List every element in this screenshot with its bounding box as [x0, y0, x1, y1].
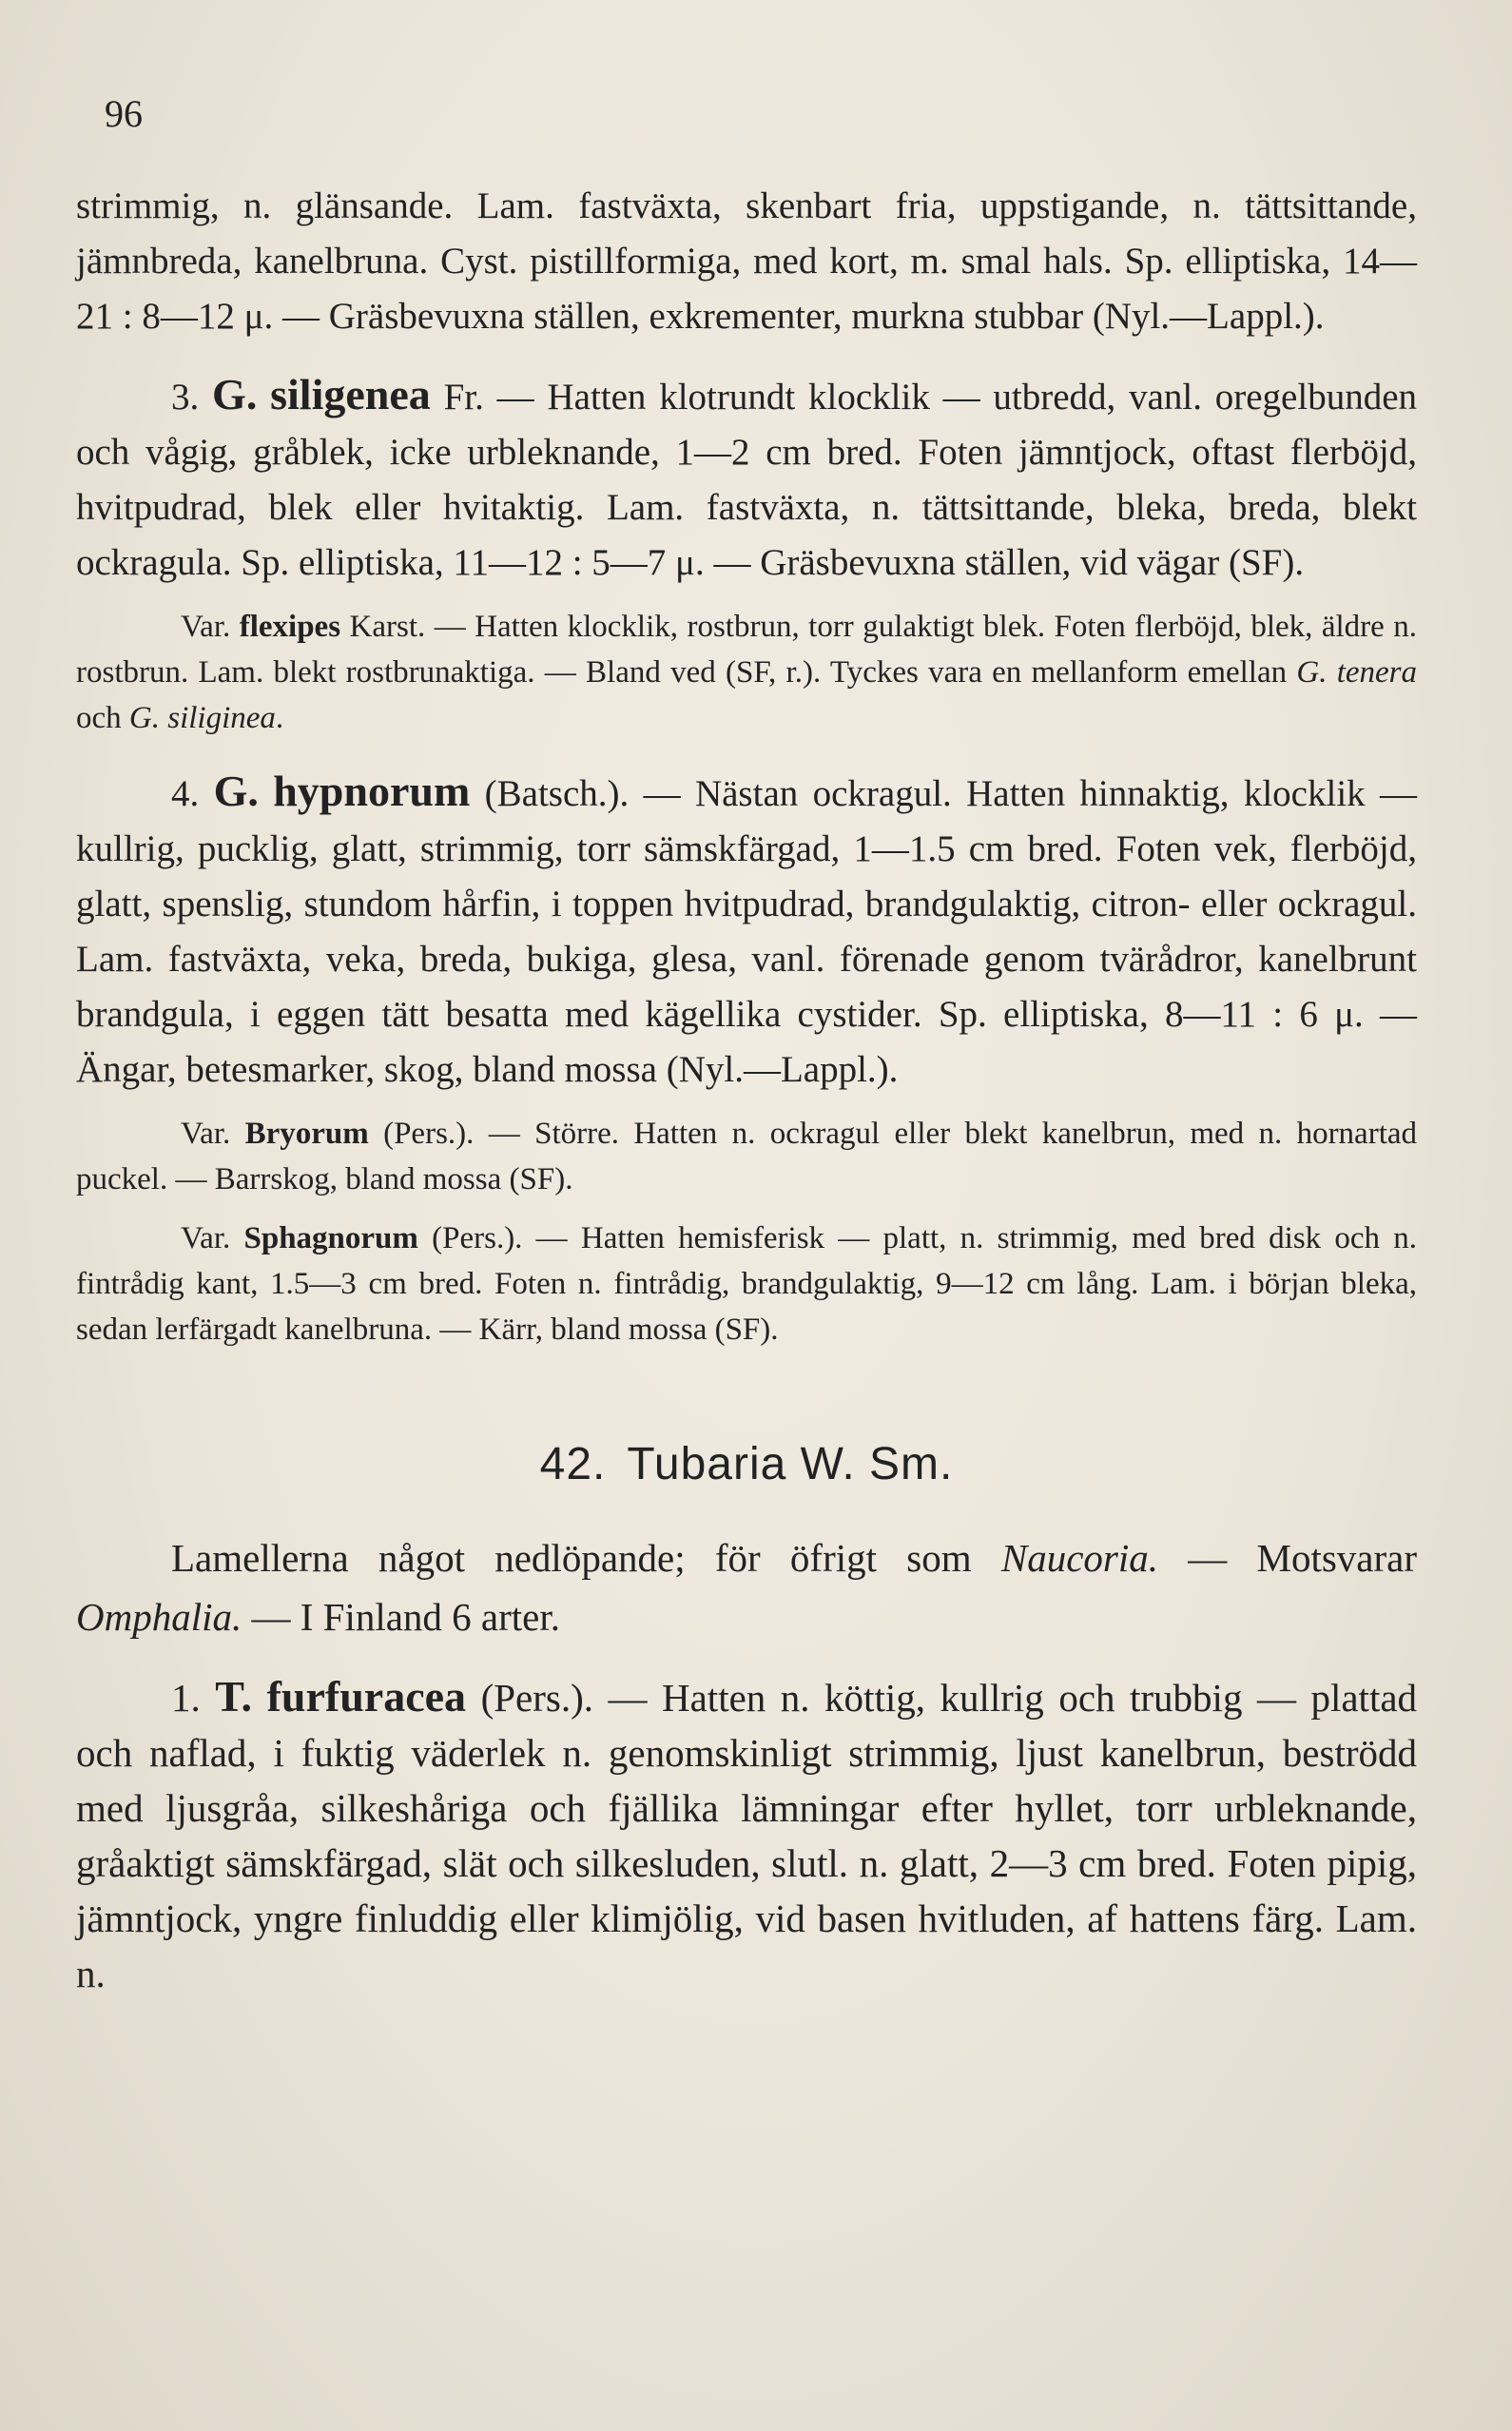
- variety-name: flexipes: [239, 610, 341, 644]
- intro-paragraph: [76, 179, 1417, 344]
- species-reference-siliginea: G. siliginea: [128, 701, 276, 735]
- genus-reference-naucoria: Naucoria.: [1000, 1536, 1158, 1580]
- genus-intro-paragraph: [76, 1528, 1417, 1646]
- species-name: siligenea: [270, 370, 431, 418]
- variety-bryorum: [76, 1111, 1417, 1202]
- species-entry-t1: [76, 1669, 1417, 2001]
- species-name: hypnorum: [273, 767, 471, 815]
- variety-flexipes: [76, 604, 1417, 741]
- variety-description: — Hatten hemisferisk — platt, n. strimmig, med bred disk och n. fintrådig kant, 1.5—3 cm bred. Foten n. fintrådig, brandgulaktig, 9—12 cm lång. Lam. i början bleka, sedan lerfärgadt kanelbruna. — Kärr, bland mossa (SF).: [76, 1221, 1418, 1347]
- genus-intro-mid: — Motsvarar: [1188, 1536, 1417, 1580]
- variety-author: (Pers.).: [432, 1221, 523, 1255]
- variety-prefix: Var.: [181, 1117, 231, 1151]
- species-reference-tenera: G. tenera: [1296, 655, 1418, 690]
- variety-prefix: Var.: [181, 1221, 231, 1255]
- variety-name: Sphagnorum: [243, 1221, 418, 1255]
- variety-sphagnorum: [76, 1216, 1417, 1352]
- entry-number: 3.: [171, 377, 200, 418]
- genus-abbrev: G.: [212, 370, 258, 418]
- species-description: — Hatten klotrundt klocklik — utbredd, vanl. oregelbunden och vågig, gråblek, icke urbleknande, 1—2 cm bred. Foten jämntjock, oftast flerböjd, hvitpudrad, blek eller hvitaktig. Lam. fastväxta, n. tättsittande, bleka, breda, blekt ockragula. Sp. elliptiska, 11—12 : 5—7 μ. — Gräsbevuxna ställen, vid vägar (SF).: [76, 377, 1418, 583]
- variety-author: (Pers.).: [383, 1117, 475, 1151]
- genus-abbrev: T.: [215, 1672, 253, 1721]
- variety-description: — Hatten klocklik, rostbrun, torr gulaktigt blek. Foten flerböjd, blek, äldre n. rostbrun. Lam. blekt rostbrunaktiga. — Bland ved (SF, r.). Tyckes vara en mellanform emellan: [76, 610, 1418, 690]
- variety-author: Karst.: [349, 610, 426, 644]
- section-number: 42.: [539, 1439, 607, 1489]
- section-title: Tubaria W. Sm.: [627, 1439, 954, 1489]
- entry-number: 1.: [171, 1676, 201, 1720]
- species-description: — Hatten n. köttig, kullrig och trubbig — plattad och naflad, i fuktig väderlek n. genomskinligt strimmig, ljust kanelbrun, beströdd med ljusgråa, silkeshåriga och fjällika lämningar efter hyllet, torr urbleknande, gråaktigt sämskfärgad, slät och silkesluden, slutl. n. glatt, 2—3 cm bred. Foten pipig, jämntjock, yngre finluddig eller klimjölig, vid basen hvitluden, af hattens färg. Lam. n.: [76, 1676, 1418, 1995]
- page-number: 96: [105, 92, 143, 135]
- variety-description: — Större. Hatten n. ockragul eller blekt kanelbrun, med n. hornartad puckel. — Barrskog, bland mossa (SF).: [76, 1117, 1418, 1196]
- intro-text: strimmig, n. glänsande. Lam. fastväxta, skenbart fria, uppstigande, n. tättsittande, jämnbreda, kanelbruna. Cyst. pistillformiga, med kort, m. smal hals. Sp. elliptiska, 14—21 : 8—12 μ. — Gräsbevuxna ställen, exkrementer, murkna stubbar (Nyl.—Lappl.).: [76, 185, 1417, 337]
- entry-number: 4.: [171, 773, 200, 814]
- genus-abbrev: G.: [213, 767, 259, 815]
- species-description: — Nästan ockragul. Hatten hinnaktig, klocklik — kullrig, pucklig, glatt, strimmig, torr sämskfärgad, 1—1.5 cm bred. Foten vek, flerböjd, glatt, spenslig, stundom hårfin, i toppen hvitpudrad, brandgulaktig, citron- eller ockragul. Lam. fastväxta, veka, breda, bukiga, glesa, vanl. förenade genom tvärådror, kanelbrunt brandgula, i eggen tätt besatta med kägellika cystider. Sp. elliptiska, 8—11 : 6 μ. — Ängar, betesmarker, skog, bland mossa (Nyl.—Lappl.).: [76, 773, 1417, 1090]
- species-name: furfuracea: [266, 1672, 467, 1721]
- period: .: [275, 701, 284, 735]
- variety-prefix: Var.: [181, 610, 231, 644]
- genus-intro-end: — I Finland 6 arter.: [251, 1595, 561, 1639]
- variety-name: Bryorum: [244, 1117, 369, 1151]
- section-heading: [76, 1438, 1417, 1490]
- species-author: (Batsch.).: [484, 773, 630, 814]
- conjunction: och: [76, 701, 122, 735]
- genus-intro-text: Lamellerna något nedlöpande; för öfrigt som: [171, 1536, 972, 1580]
- species-author: (Pers.).: [480, 1676, 593, 1720]
- species-entry-3: [76, 367, 1417, 591]
- genus-reference-omphalia: Omphalia.: [76, 1595, 242, 1639]
- species-entry-4: [76, 764, 1417, 1098]
- species-author: Fr.: [443, 377, 484, 418]
